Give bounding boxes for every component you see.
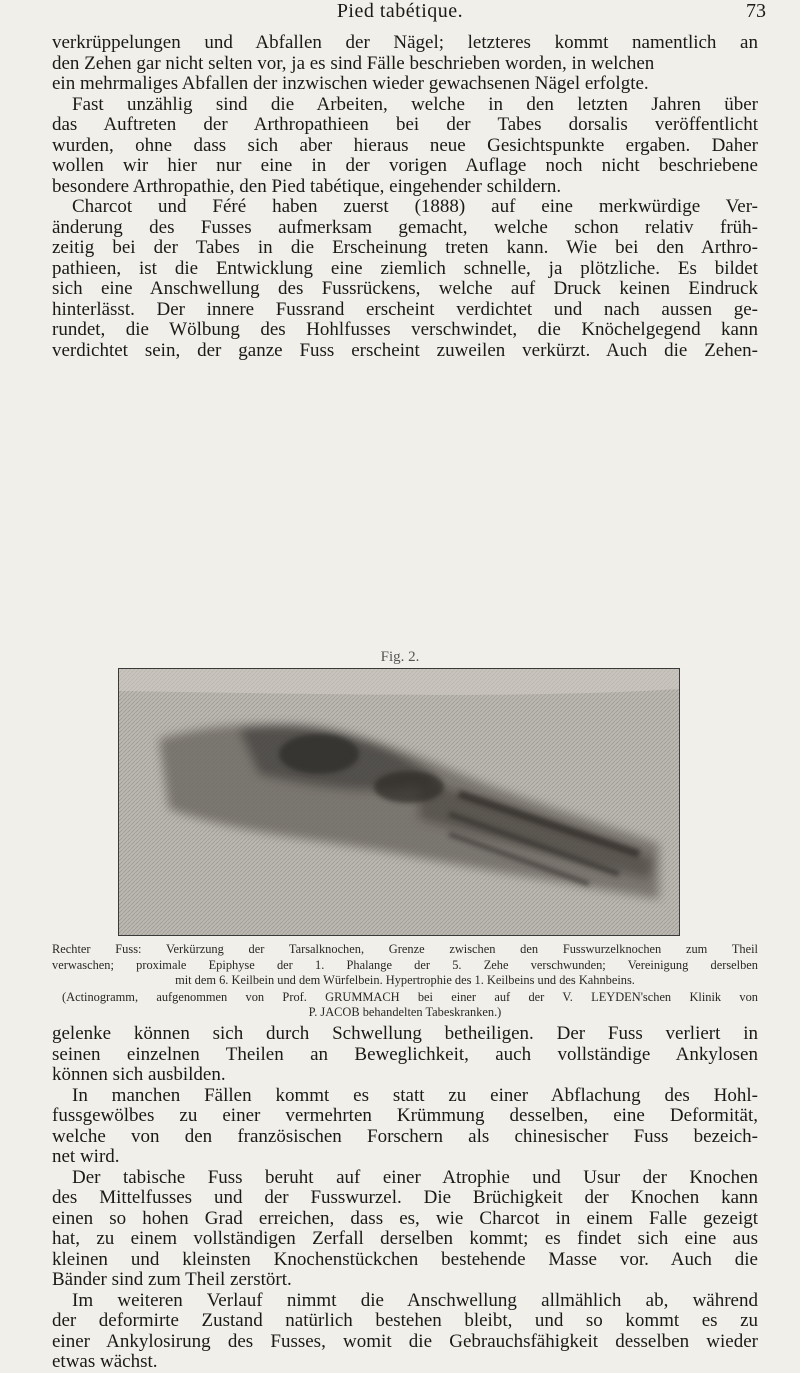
text-line: etwas wächst. xyxy=(52,1351,158,1372)
text-line: In manchen Fällen kommt es statt zu einer Abflachung des Hohl- xyxy=(72,1084,758,1106)
page-header xyxy=(0,0,800,24)
text-line: seinen einzelnen Theilen an Beweglichkeit, auch vollständige Ankylosen xyxy=(52,1043,758,1065)
x-ray-foot-illustration xyxy=(119,669,679,935)
figure-caption xyxy=(52,942,758,1021)
text-line: der deformirte Zustand natürlich bestehen bleibt, und so kommt es zu xyxy=(52,1310,758,1331)
text-line: welche von den französischen Forschern als chinesischer Fuss bezeich- xyxy=(52,1125,758,1147)
caption-line: mit dem 6. Keilbein und dem Würfelbein. Hypertrophie des 1. Keilbeins und des Kahnbeins. xyxy=(175,973,635,987)
text-line: hat, zu einem vollständigen Zerfall derselben kommt; es findet sich eine aus xyxy=(52,1228,758,1249)
text-line: verkrüppelungen und Abfallen der Nägel; letzteres kommt namentlich an xyxy=(52,32,758,53)
caption-line: Rechter Fuss: Verkürzung der Tarsalknochen, Grenze zwischen den Fusswurzelknochen zum Theil xyxy=(52,942,758,956)
text-line: können sich ausbilden. xyxy=(52,1064,226,1085)
caption-line: verwaschen; proximale Epiphyse der 1. Phalange der 5. Zehe verschwunden; Vereinigung derselben xyxy=(52,957,758,972)
text-line: kleinen und kleinsten Knochenstückchen bestehende Masse vor. Auch die xyxy=(52,1248,758,1270)
text-line: besondere Arthropathie, den Pied tabétique, eingehender schildern. xyxy=(52,175,562,197)
text-line: pathieen, ist die Entwicklung eine ziemlich schnelle, ja plötzliche. Es bildet xyxy=(52,257,758,279)
text-line: wollen wir hier nur eine in der vorigen Auflage noch nicht beschriebene xyxy=(52,155,758,176)
text-line: rundet, die Wölbung des Hohlfusses verschwindet, die Knöchelgegend kann xyxy=(52,319,758,340)
text-line: Der tabische Fuss beruht auf einer Atrophie und Usur der Knochen xyxy=(72,1166,758,1188)
text-line: sich eine Anschwellung des Fussrückens, welche auf Druck keinen Eindruck xyxy=(52,278,758,299)
body-text-bottom xyxy=(52,1024,758,1373)
text-line: zeitig bei der Tabes in die Erscheinung treten kann. Wie bei den Arthro- xyxy=(52,237,758,258)
text-line: wurden, ohne dass sich aber hieraus neue Gesichtspunkte ergaben. Daher xyxy=(52,134,758,156)
figure-label: Fig. 2. xyxy=(380,649,420,665)
text-line: Fast unzählig sind die Arbeiten, welche in den letzten Jahren über xyxy=(72,93,758,115)
body-text-top xyxy=(52,33,758,361)
text-line: den Zehen gar nicht selten vor, ja es sind Fälle beschrieben worden, in welchen xyxy=(52,52,655,74)
text-line: einen so hohen Grad erreichen, dass es, wie Charcot in einem Falle gezeigt xyxy=(52,1207,758,1229)
text-line: Im weiteren Verlauf nimmt die Anschwellung allmählich ab, während xyxy=(72,1289,758,1311)
text-line: fussgewölbes zu einer vermehrten Krümmung desselben, eine Deformität, xyxy=(52,1105,758,1126)
running-title: Pied tabétique. xyxy=(336,0,464,22)
text-line: gelenke können sich durch Schwellung betheiligen. Der Fuss verliert in xyxy=(52,1023,758,1044)
x-ray-image xyxy=(118,668,680,936)
text-line: net wird. xyxy=(52,1146,120,1167)
page-number: 73 xyxy=(746,0,766,22)
text-line: ein mehrmaliges Abfallen der inzwischen wieder gewachsenen Nägel erfolgte. xyxy=(52,73,649,94)
text-line: das Auftreten der Arthropathieen bei der Tabes dorsalis veröffentlicht xyxy=(52,114,758,135)
text-line: Bänder sind zum Theil zerstört. xyxy=(52,1269,292,1290)
text-line: änderung des Fusses aufmerksam gemacht, welche schon relativ früh- xyxy=(52,216,758,238)
text-line: hinterlässt. Der innere Fussrand erscheint verdichtet und nach aussen ge- xyxy=(52,298,758,320)
text-line: verdichtet sein, der ganze Fuss erscheint zuweilen verkürzt. Auch die Zehen- xyxy=(52,339,758,361)
caption-note-line: (Actinogramm, aufgenommen von Prof. GRUMMACH bei einer auf der V. LEYDEN'schen Klinik von xyxy=(62,989,758,1004)
text-line: einer Ankylosirung des Fusses, womit die Gebrauchsfähigkeit desselben wieder xyxy=(52,1330,758,1352)
caption-note-line: P. JACOB behandelten Tabeskranken.) xyxy=(308,1005,502,1019)
text-line: des Mittelfusses und der Fusswurzel. Die Brüchigkeit der Knochen kann xyxy=(52,1187,758,1208)
text-line: Charcot und Féré haben zuerst (1888) auf eine merkwürdige Ver- xyxy=(72,196,758,217)
